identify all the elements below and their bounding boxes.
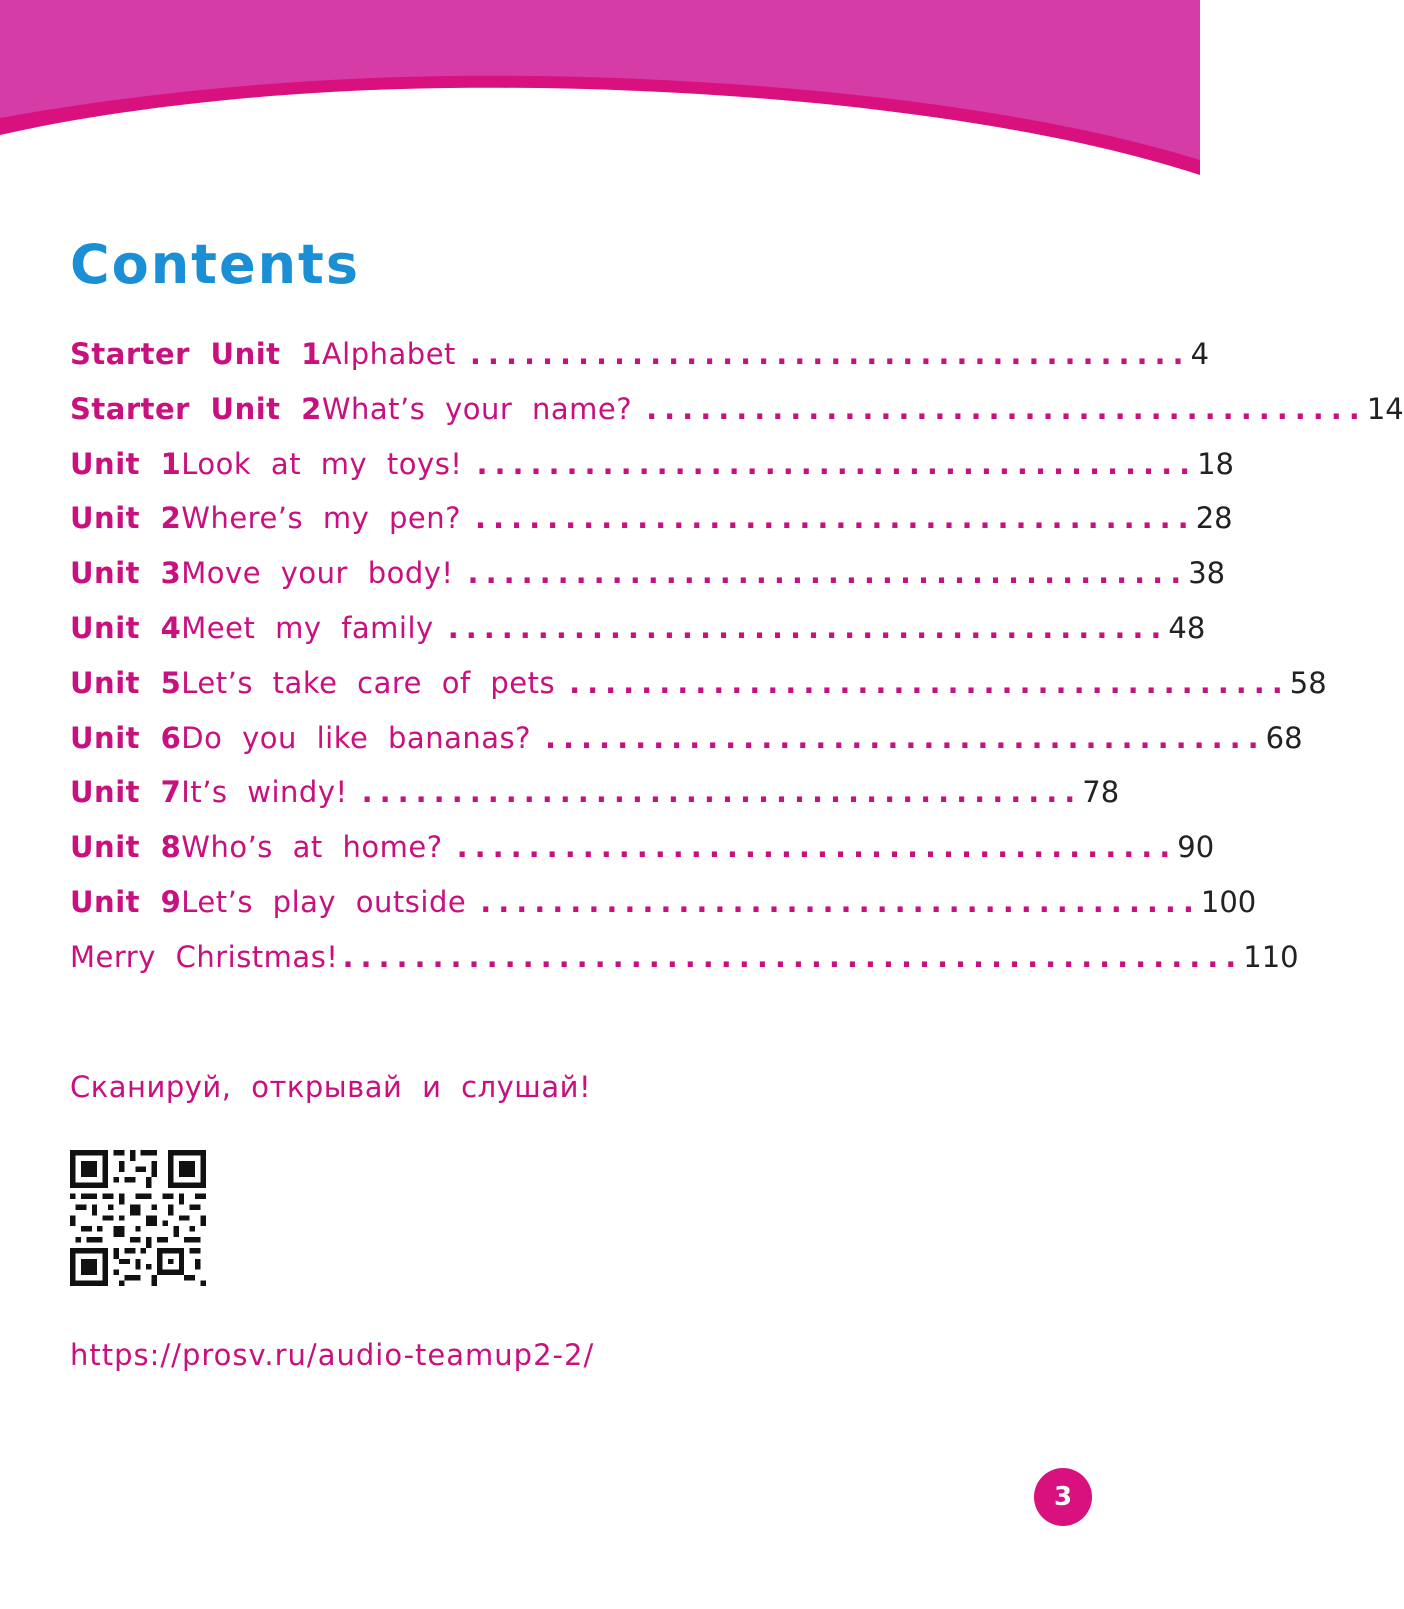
leader-dots: ........................................ bbox=[476, 446, 1198, 481]
toc-row[interactable] bbox=[70, 665, 1327, 720]
leader-dots: ........................................ bbox=[467, 556, 1189, 591]
leader-dots: ........................................ bbox=[569, 665, 1290, 700]
toc-title: Where’s my pen? bbox=[181, 501, 462, 536]
leader-dots: ........................................ bbox=[361, 775, 1083, 810]
toc-page-number: 110 bbox=[1243, 939, 1299, 974]
toc-page-number: 90 bbox=[1177, 830, 1215, 865]
toc-row[interactable] bbox=[70, 610, 1206, 665]
page-title: Contents bbox=[70, 233, 361, 296]
toc-title: Do you like bananas? bbox=[181, 720, 531, 755]
leader-dots: ........................................ bbox=[480, 884, 1201, 919]
toc-page-number: 18 bbox=[1197, 446, 1235, 481]
toc-unit-label: Unit 5 bbox=[70, 665, 182, 700]
toc-page-number: 28 bbox=[1195, 501, 1233, 536]
toc-title: It’s windy! bbox=[181, 775, 348, 810]
table-of-contents bbox=[70, 336, 1404, 994]
toc-unit-label: Unit 8 bbox=[70, 830, 182, 865]
leader-dots: ........................................ bbox=[646, 391, 1367, 426]
toc-row[interactable] bbox=[70, 829, 1215, 884]
toc-row[interactable] bbox=[70, 555, 1226, 610]
toc-title: What’s your name? bbox=[321, 391, 633, 426]
toc-title: Who’s at home? bbox=[181, 830, 443, 865]
toc-page-number: 100 bbox=[1200, 884, 1257, 919]
toc-row[interactable] bbox=[70, 939, 1299, 994]
leader-dots: ........................................ bbox=[447, 610, 1169, 645]
toc-unit-label: Unit 7 bbox=[70, 775, 182, 810]
toc-page-number: 4 bbox=[1190, 337, 1210, 371]
leader-dots: ........................................ bbox=[475, 501, 1196, 536]
toc-title: Merry Christmas! bbox=[70, 939, 339, 974]
toc-title: Meet my family bbox=[181, 610, 434, 645]
toc-row[interactable] bbox=[70, 774, 1120, 829]
qr-code-icon[interactable] bbox=[70, 1150, 206, 1286]
toc-unit-label: Unit 9 bbox=[70, 884, 182, 919]
toc-page-number: 48 bbox=[1168, 610, 1206, 645]
toc-page-number: 68 bbox=[1265, 720, 1303, 755]
toc-title: Move your body! bbox=[181, 556, 454, 591]
leader-dots: .................................................. bbox=[342, 939, 1244, 974]
toc-unit-label: Unit 6 bbox=[70, 720, 182, 755]
toc-title: Look at my toys! bbox=[181, 446, 463, 481]
toc-title: Let’s take care of pets bbox=[181, 665, 556, 700]
toc-row[interactable] bbox=[70, 720, 1303, 775]
toc-row[interactable] bbox=[70, 446, 1235, 501]
toc-unit-label: Starter Unit 1 bbox=[70, 337, 322, 371]
toc-row[interactable] bbox=[70, 884, 1257, 939]
leader-dots: ........................................ bbox=[469, 337, 1191, 371]
toc-row[interactable] bbox=[70, 500, 1233, 555]
toc-unit-label: Unit 1 bbox=[70, 446, 182, 481]
header-wave-banner bbox=[0, 0, 1200, 175]
toc-row[interactable] bbox=[70, 336, 1210, 391]
toc-row[interactable] bbox=[70, 391, 1404, 446]
toc-unit-label: Starter Unit 2 bbox=[70, 391, 322, 426]
toc-title: Let’s play outside bbox=[181, 884, 467, 919]
audio-link[interactable]: https://prosv.ru/audio-teamup2-2/ bbox=[70, 1338, 595, 1372]
toc-page-number: 78 bbox=[1082, 775, 1120, 810]
toc-unit-label: Unit 3 bbox=[70, 556, 182, 591]
toc-page-number: 38 bbox=[1188, 556, 1226, 591]
scan-instruction: Сканируй, открывай и слушай! bbox=[70, 1070, 592, 1104]
toc-title: Alphabet bbox=[321, 337, 456, 371]
page-number-badge: 3 bbox=[1034, 1468, 1092, 1526]
toc-unit-label: Unit 2 bbox=[70, 501, 182, 536]
toc-page-number: 14 bbox=[1366, 391, 1404, 426]
leader-dots: ........................................ bbox=[545, 720, 1266, 755]
toc-page-number: 58 bbox=[1289, 665, 1327, 700]
toc-unit-label: Unit 4 bbox=[70, 610, 182, 645]
leader-dots: ........................................ bbox=[456, 830, 1178, 865]
